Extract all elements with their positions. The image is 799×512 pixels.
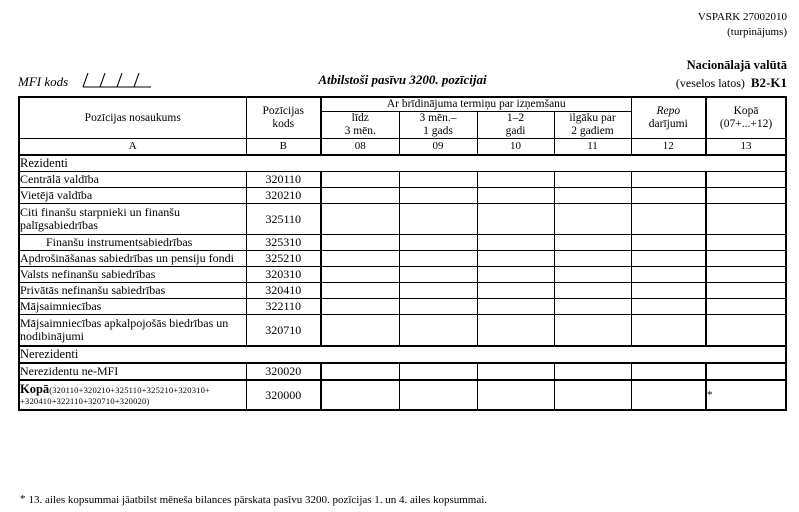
footnote-text: 13. ailes kopsummai jāatbilst mēneša bilances pārskata pasīvu 3200. pozīcijas 1. un 4. ailes kopsummai. (28, 494, 488, 506)
index-col-13: 13 (706, 139, 786, 156)
cell-11[interactable] (554, 204, 631, 235)
cell-09[interactable] (399, 283, 477, 299)
cell-09[interactable] (399, 251, 477, 267)
cell-13[interactable] (706, 315, 786, 347)
cell-13[interactable] (706, 363, 786, 380)
cell-10[interactable] (477, 172, 554, 188)
table-row (19, 251, 786, 267)
cell-12[interactable] (631, 204, 706, 235)
total-label: Kopā (20, 381, 50, 396)
total-cell-11[interactable] (554, 380, 631, 410)
cell-11[interactable] (554, 172, 631, 188)
cell-12[interactable] (631, 188, 706, 204)
row-code: 320410 (246, 283, 321, 299)
header-repo-line1: Repo (656, 105, 681, 117)
header-position-code (246, 97, 321, 139)
cell-12[interactable] (631, 172, 706, 188)
cell-10[interactable] (477, 299, 554, 315)
section-header-row (19, 155, 786, 172)
header-subcol-09-line2: 1 gads (423, 125, 453, 137)
footnote-marker: * (20, 493, 26, 505)
row-code: 322110 (246, 299, 321, 315)
currency-block (676, 56, 787, 92)
table-row (19, 315, 786, 347)
header-subcol-08 (321, 112, 399, 139)
index-col-10: 10 (477, 139, 554, 156)
form-code: B2-K1 (750, 75, 787, 90)
cell-11[interactable] (554, 299, 631, 315)
header-repo-line2: darījumi (648, 118, 688, 130)
currency-units: (veselos latos) (675, 76, 745, 90)
row-label: Privātās nefinanšu sabiedrības (19, 283, 246, 299)
header-total-line2: (07+...+12) (719, 118, 773, 130)
cell-11[interactable] (554, 267, 631, 283)
table-row (19, 299, 786, 315)
cell-13[interactable] (706, 188, 786, 204)
cell-08[interactable] (321, 172, 399, 188)
cell-09[interactable] (399, 204, 477, 235)
document-continuation-note: (turpinājums) (727, 26, 787, 38)
header-position-code-line2: kods (272, 118, 295, 130)
table-row (19, 283, 786, 299)
cell-13[interactable] (706, 283, 786, 299)
row-code: 320110 (246, 172, 321, 188)
cell-08[interactable] (321, 235, 399, 251)
cell-10[interactable] (477, 204, 554, 235)
table-row (19, 267, 786, 283)
cell-13[interactable] (706, 267, 786, 283)
row-label: Citi finanšu starpnieki un finanšu palīgsabiedrības (19, 204, 246, 235)
index-col-11: 11 (554, 139, 631, 156)
cell-09[interactable] (399, 172, 477, 188)
liabilities-table (18, 96, 787, 411)
index-col-08: 08 (321, 139, 399, 156)
table-row (19, 235, 786, 251)
header-subcol-11-line1: ilgāku par (569, 112, 616, 124)
cell-09[interactable] (399, 188, 477, 204)
cell-11[interactable] (554, 283, 631, 299)
cell-11[interactable] (554, 251, 631, 267)
header-subcol-10 (477, 112, 554, 139)
mfi-code-label: MFI kods (18, 74, 69, 89)
header-subcol-10-line1: 1–2 (506, 112, 525, 124)
cell-10[interactable] (477, 267, 554, 283)
row-code: 325210 (246, 251, 321, 267)
row-code: 325310 (246, 235, 321, 251)
cell-10[interactable] (477, 363, 554, 380)
row-code: 320020 (246, 363, 321, 380)
cell-12[interactable] (631, 363, 706, 380)
form-title: Atbilstoši pasīvu 3200. pozīcijai (318, 72, 487, 87)
cell-08[interactable] (321, 251, 399, 267)
header-subcol-08-line1: līdz (351, 112, 369, 124)
table-row (19, 363, 786, 380)
table-body (19, 155, 786, 410)
cell-13[interactable] (706, 251, 786, 267)
cell-08[interactable] (321, 204, 399, 235)
row-label: Vietējā valdība (19, 188, 246, 204)
cell-13[interactable] (706, 299, 786, 315)
column-index-row (19, 139, 786, 156)
index-col-12: 12 (631, 139, 706, 156)
cell-10[interactable] (477, 188, 554, 204)
cell-11[interactable] (554, 188, 631, 204)
row-label: Finanšu instrumentsabiedrības (19, 235, 246, 251)
table-row (19, 204, 786, 235)
total-formula-line1: (320110+320210+325110+325210+320310+ (49, 384, 211, 395)
header-subcol-11 (554, 112, 631, 139)
total-cell-10[interactable] (477, 380, 554, 410)
table-row (19, 188, 786, 204)
form-header (18, 56, 787, 94)
row-label: Nerezidentu ne-MFI (19, 363, 246, 380)
section-header-row (19, 346, 786, 363)
cell-11[interactable] (554, 363, 631, 380)
header-repo (631, 97, 706, 139)
cell-12[interactable] (631, 283, 706, 299)
table-header-row-1 (19, 97, 786, 112)
currency-units-row (676, 74, 787, 92)
cell-12[interactable] (631, 267, 706, 283)
row-label: Centrālā valdība (19, 172, 246, 188)
row-code: 325110 (246, 204, 321, 235)
index-col-09: 09 (399, 139, 477, 156)
header-notice-period-group: Ar brīdinājuma termiņu par izņemšanu (321, 97, 631, 112)
total-row (19, 380, 786, 410)
total-cell-13-footnote-marker[interactable]: * (706, 380, 786, 410)
cell-09[interactable] (399, 315, 477, 347)
cell-10[interactable] (477, 235, 554, 251)
header-position-code-line1: Pozīcijas (262, 105, 305, 117)
total-row-label (19, 380, 246, 410)
cell-09[interactable] (399, 235, 477, 251)
index-col-a: A (19, 139, 246, 156)
section-title-rezidenti: Rezidenti (19, 155, 786, 172)
header-position-name: Pozīcijas nosaukums (19, 97, 246, 139)
total-cell-12[interactable] (631, 380, 706, 410)
cell-13[interactable] (706, 172, 786, 188)
cell-10[interactable] (477, 283, 554, 299)
header-total (706, 97, 786, 139)
header-total-line1: Kopā (733, 105, 759, 117)
currency-title: Nacionālajā valūtā (686, 58, 787, 72)
document-reference (698, 10, 787, 40)
cell-11[interactable] (554, 235, 631, 251)
row-code: 320710 (246, 315, 321, 347)
index-col-b: B (246, 139, 321, 156)
footnote (20, 492, 487, 507)
cell-13[interactable] (706, 235, 786, 251)
header-subcol-09-line1: 3 mēn.– (419, 112, 457, 124)
cell-08[interactable] (321, 267, 399, 283)
row-label: Mājsaimniecības apkalpojošās biedrības un nodibinājumi (19, 315, 246, 347)
cell-10[interactable] (477, 251, 554, 267)
header-subcol-09 (399, 112, 477, 139)
header-subcol-08-line2: 3 mēn. (344, 125, 376, 137)
document-reference-code: VSPARK 27002010 (697, 11, 787, 23)
cell-10[interactable] (477, 315, 554, 347)
cell-09[interactable] (399, 299, 477, 315)
header-subcol-10-line2: gadi (505, 125, 526, 137)
header-subcol-11-line2: 2 gadiem (571, 125, 614, 137)
row-label: Mājsaimniecības (19, 299, 246, 315)
cell-08[interactable] (321, 299, 399, 315)
cell-08[interactable] (321, 315, 399, 347)
cell-09[interactable] (399, 267, 477, 283)
section-title-nerezidenti: Nerezidenti (19, 346, 786, 363)
cell-09[interactable] (399, 363, 477, 380)
total-formula-line2: +320410+322110+320710+320020) (20, 395, 150, 406)
cell-12[interactable] (631, 251, 706, 267)
row-code: 320210 (246, 188, 321, 204)
cell-12[interactable] (631, 299, 706, 315)
total-cell-09[interactable] (399, 380, 477, 410)
cell-08[interactable] (321, 283, 399, 299)
row-code: 320310 (246, 267, 321, 283)
row-label: Valsts nefinanšu sabiedrības (19, 267, 246, 283)
table-row (19, 172, 786, 188)
row-label: Apdrošināšanas sabiedrības un pensiju fondi (19, 251, 246, 267)
cell-12[interactable] (631, 235, 706, 251)
cell-12[interactable] (631, 315, 706, 347)
cell-11[interactable] (554, 315, 631, 347)
total-cell-08[interactable] (321, 380, 399, 410)
cell-08[interactable] (321, 188, 399, 204)
cell-08[interactable] (321, 363, 399, 380)
total-row-code: 320000 (246, 380, 321, 410)
cell-13[interactable] (706, 204, 786, 235)
